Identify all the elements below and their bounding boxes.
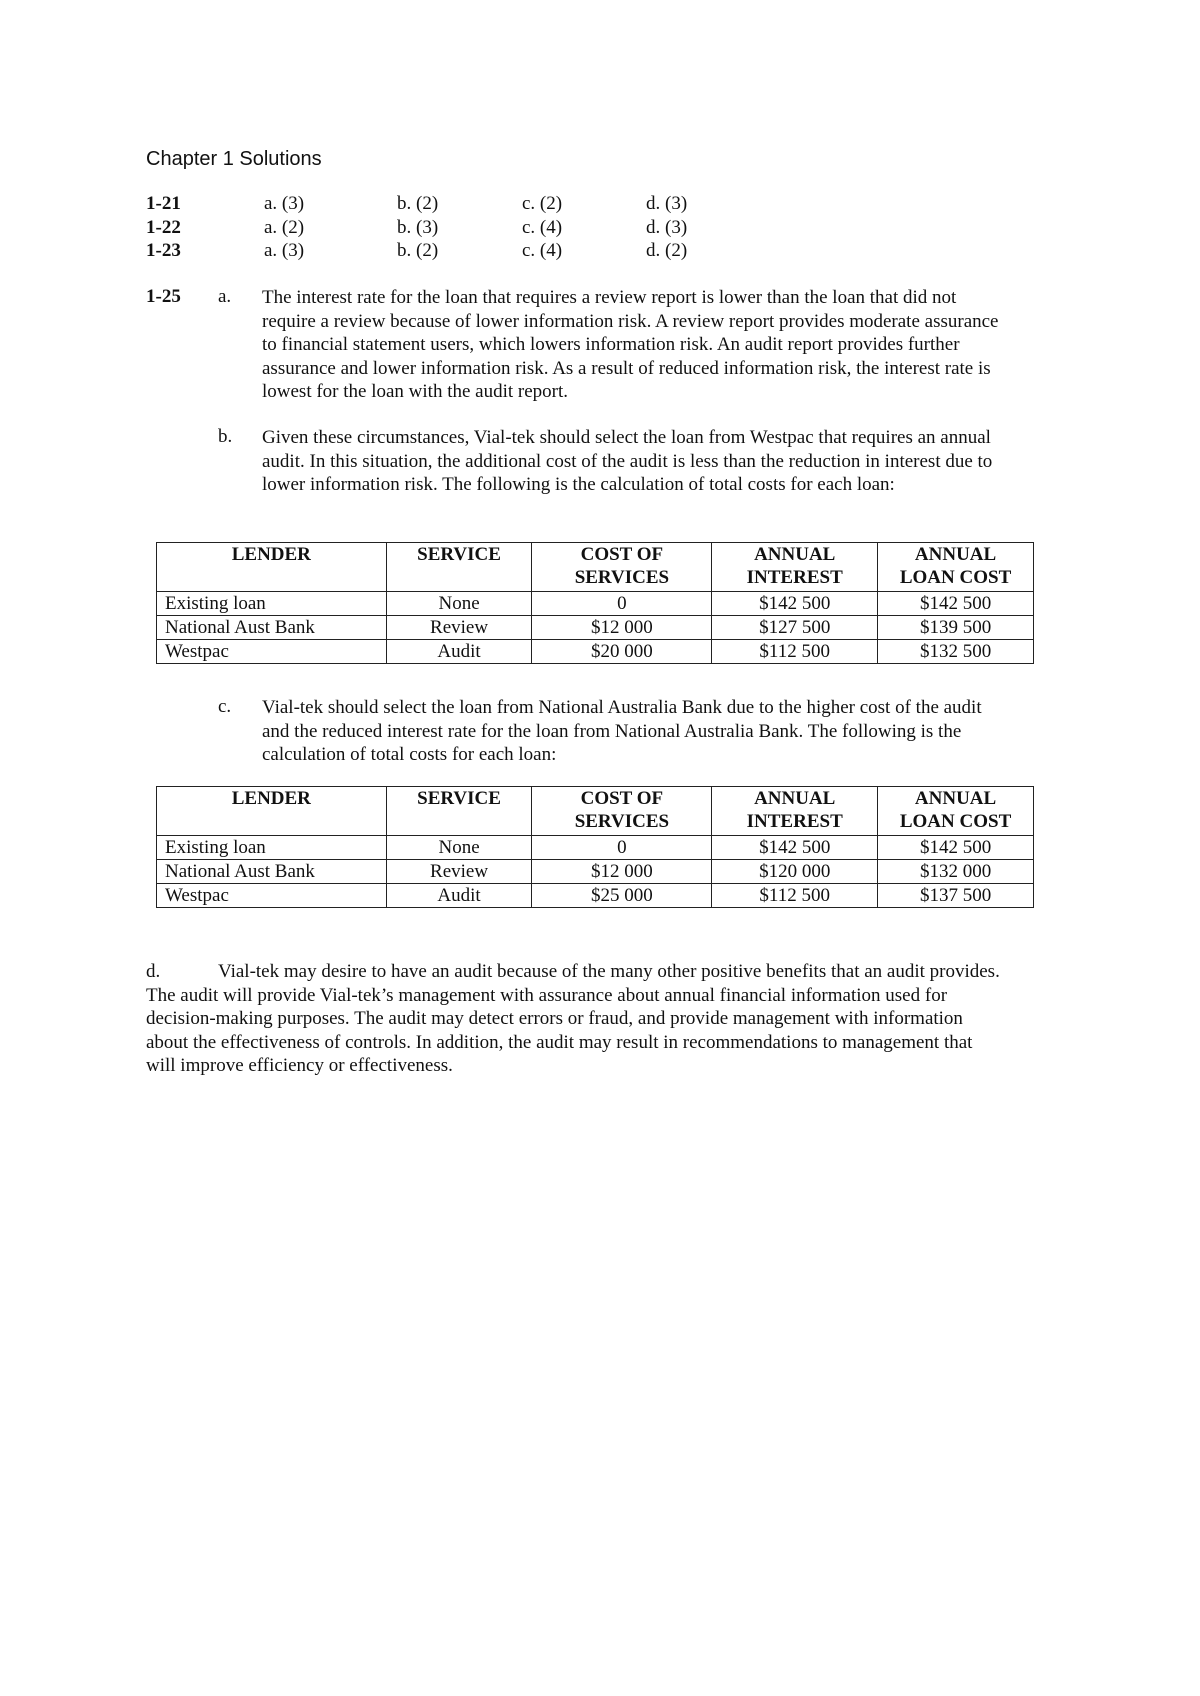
cost-cell: 0 bbox=[532, 836, 712, 860]
header-line: SERVICES bbox=[574, 567, 670, 588]
header-line: COST OF bbox=[580, 788, 664, 809]
text-line: audit. In this situation, the additional cost of the audit is less than the reduction in interest due to bbox=[262, 450, 993, 472]
page-title: Chapter 1 Solutions bbox=[146, 148, 322, 170]
lender-cell: National Aust Bank bbox=[157, 860, 387, 884]
cost-cell: $25 000 bbox=[532, 884, 712, 908]
text-line: calculation of total costs for each loan: bbox=[262, 744, 557, 766]
header-line: LENDER bbox=[231, 544, 311, 565]
mc-row bbox=[146, 216, 746, 240]
text-line: assurance and lower information risk. As a result of reduced information risk, the interest rate is bbox=[262, 357, 991, 379]
part-b-paragraph bbox=[262, 426, 1062, 497]
header-line: SERVICE bbox=[417, 544, 501, 565]
loan-cost-cell: $139 500 bbox=[878, 616, 1034, 640]
interest-cell: $112 500 bbox=[712, 640, 878, 664]
text-line: to financial statement users, which lowers information risk. An audit report provides further bbox=[262, 334, 960, 356]
interest-cell: $142 500 bbox=[712, 836, 878, 860]
mc-row bbox=[146, 239, 746, 263]
loan-cost-cell: $142 500 bbox=[878, 592, 1034, 616]
part-d-paragraph bbox=[146, 960, 1076, 1078]
part-a-paragraph bbox=[262, 286, 1062, 404]
lender-cell: Existing loan bbox=[157, 592, 387, 616]
header-lender bbox=[157, 787, 387, 836]
answer-d: d. (3) bbox=[646, 193, 688, 214]
text-line: Vial-tek should select the loan from National Australia Bank due to the higher cost of the audit bbox=[262, 697, 982, 718]
lender-cell: National Aust Bank bbox=[157, 616, 387, 640]
header-annual-loan-cost bbox=[878, 787, 1034, 836]
loan-cost-cell: $142 500 bbox=[878, 836, 1034, 860]
question-number: 1-21 bbox=[146, 193, 181, 214]
lender-cell: Westpac bbox=[157, 640, 387, 664]
service-cell: Review bbox=[386, 616, 532, 640]
header-line: LENDER bbox=[231, 788, 311, 809]
loan-cost-table-c bbox=[156, 786, 1034, 908]
header-line: ANNUAL bbox=[914, 788, 997, 809]
table-row bbox=[157, 616, 1034, 640]
text-line: lowest for the loan with the audit report. bbox=[262, 381, 569, 403]
text-line: decision-making purposes. The audit may detect errors or fraud, and provide management with information bbox=[146, 1008, 963, 1030]
loan-cost-cell: $132 500 bbox=[878, 640, 1034, 664]
text-line: about the effectiveness of controls. In addition, the audit may result in recommendations to management that bbox=[146, 1031, 973, 1053]
text-line: and the reduced interest rate for the loan from National Australia Bank. The following is the bbox=[262, 720, 962, 742]
mc-row bbox=[146, 192, 746, 216]
lender-cell: Existing loan bbox=[157, 836, 387, 860]
service-cell: None bbox=[386, 836, 532, 860]
header-annual-interest bbox=[712, 543, 878, 592]
header-lender bbox=[157, 543, 387, 592]
header-line: ANNUAL bbox=[914, 544, 997, 565]
header-annual-loan-cost bbox=[878, 543, 1034, 592]
cost-cell: $20 000 bbox=[532, 640, 712, 664]
answer-d: d. (3) bbox=[646, 216, 688, 238]
part-d-label: d. bbox=[146, 961, 161, 982]
cost-cell: $12 000 bbox=[532, 616, 712, 640]
interest-cell: $142 500 bbox=[712, 592, 878, 616]
multiple-choice-answers bbox=[146, 192, 746, 263]
part-d-first-line bbox=[146, 960, 1076, 984]
interest-cell: $127 500 bbox=[712, 616, 878, 640]
question-1-25-number: 1-25 bbox=[146, 286, 181, 307]
service-cell: Audit bbox=[386, 884, 532, 908]
cost-cell: $12 000 bbox=[532, 860, 712, 884]
answer-d: d. (2) bbox=[646, 240, 688, 261]
answer-b: b. (3) bbox=[397, 216, 439, 238]
header-line: INTEREST bbox=[746, 811, 843, 832]
header-service bbox=[386, 787, 532, 836]
header-annual-interest bbox=[712, 787, 878, 836]
text-line: The audit will provide Vial-tek’s management with assurance about annual financial information used for bbox=[146, 984, 948, 1006]
question-number: 1-23 bbox=[146, 240, 181, 261]
table-header-row bbox=[157, 543, 1034, 592]
part-a-label: a. bbox=[218, 286, 232, 307]
loan-cost-cell: $132 000 bbox=[878, 860, 1034, 884]
interest-cell: $112 500 bbox=[712, 884, 878, 908]
table-row bbox=[157, 640, 1034, 664]
text-line: require a review because of lower information risk. A review report provides moderate assurance bbox=[262, 310, 999, 332]
text-line: Given these circumstances, Vial-tek should select the loan from Westpac that requires an annual bbox=[262, 427, 991, 448]
answer-a: a. (2) bbox=[264, 216, 305, 238]
answer-a: a. (3) bbox=[264, 193, 305, 214]
answer-c: c. (4) bbox=[522, 240, 563, 261]
header-cost-of-services bbox=[532, 787, 712, 836]
answer-b: b. (2) bbox=[397, 193, 439, 214]
header-line: LOAN COST bbox=[899, 567, 1012, 588]
header-line: COST OF bbox=[580, 544, 664, 565]
table-row bbox=[157, 836, 1034, 860]
service-cell: None bbox=[386, 592, 532, 616]
answer-c: c. (2) bbox=[522, 193, 563, 214]
interest-cell: $120 000 bbox=[712, 860, 878, 884]
table-row bbox=[157, 592, 1034, 616]
loan-cost-table-b bbox=[156, 542, 1034, 664]
header-line: ANNUAL bbox=[754, 544, 836, 565]
header-line: INTEREST bbox=[746, 567, 843, 588]
header-service bbox=[386, 543, 532, 592]
header-cost-of-services bbox=[532, 543, 712, 592]
header-line: SERVICE bbox=[417, 788, 501, 809]
question-number: 1-22 bbox=[146, 216, 181, 238]
answer-c: c. (4) bbox=[522, 216, 563, 238]
header-line: LOAN COST bbox=[899, 811, 1012, 832]
answer-a: a. (3) bbox=[264, 240, 305, 261]
table-header-row bbox=[157, 787, 1034, 836]
text-line: Vial-tek may desire to have an audit because of the many other positive benefits that an audit provides. bbox=[218, 961, 1000, 982]
text-line: The interest rate for the loan that requires a review report is lower than the loan that did not bbox=[262, 287, 957, 308]
text-line: lower information risk. The following is the calculation of total costs for each loan: bbox=[262, 474, 895, 496]
table-row bbox=[157, 860, 1034, 884]
part-c-paragraph bbox=[262, 696, 1062, 767]
header-line: SERVICES bbox=[574, 811, 670, 832]
text-line: will improve efficiency or effectiveness. bbox=[146, 1055, 453, 1077]
loan-cost-cell: $137 500 bbox=[878, 884, 1034, 908]
cost-cell: 0 bbox=[532, 592, 712, 616]
part-c-label: c. bbox=[218, 696, 232, 717]
service-cell: Review bbox=[386, 860, 532, 884]
table-row bbox=[157, 884, 1034, 908]
lender-cell: Westpac bbox=[157, 884, 387, 908]
part-b-label: b. bbox=[218, 426, 233, 447]
answer-b: b. (2) bbox=[397, 240, 439, 261]
header-line: ANNUAL bbox=[754, 788, 836, 809]
service-cell: Audit bbox=[386, 640, 532, 664]
